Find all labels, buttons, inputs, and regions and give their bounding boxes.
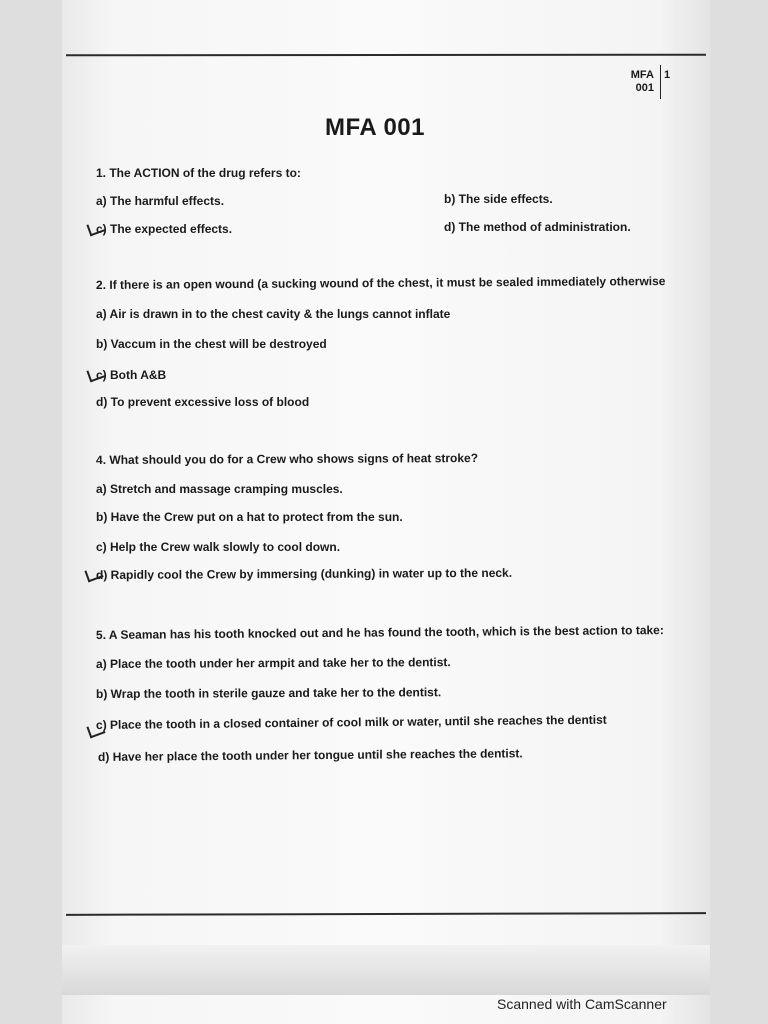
page-title: MFA 001 bbox=[325, 114, 425, 141]
question-1-option-a: a) The harmful effects. bbox=[96, 194, 225, 208]
header-page-number: 1 bbox=[664, 69, 671, 81]
question-5-option-a: a) Place the tooth under her armpit and take her to the dentist. bbox=[95, 655, 451, 671]
question-4-option-a: a) Stretch and massage cramping muscles. bbox=[96, 482, 343, 496]
question-2-text: 2. If there is an open wound (a sucking wound of the chest, it must be sealed immediately otherwise bbox=[95, 274, 666, 292]
question-2-option-b: b) Vaccum in the chest will be destroyed bbox=[96, 337, 327, 351]
question-1-option-b: b) The side effects. bbox=[444, 192, 553, 206]
question-1-option-d: d) The method of administration. bbox=[444, 220, 631, 234]
header-separator bbox=[660, 65, 661, 99]
question-1-text: 1. The ACTION of the drug refers to: bbox=[96, 166, 301, 180]
question-4-option-d: d) Rapidly cool the Crew by immersing (dunking) in water up to the neck. bbox=[95, 565, 513, 582]
question-4-option-b: b) Have the Crew put on a hat to protect from the sun. bbox=[96, 510, 403, 524]
header-course-code: MFA 001 bbox=[630, 69, 654, 94]
question-5-option-c: c) Place the tooth in a closed container of cool milk or water, until she reaches the dentist bbox=[95, 712, 607, 732]
question-1-option-c: c) The expected effects. bbox=[96, 222, 233, 236]
question-2-option-c: c) Both A&B bbox=[96, 368, 167, 382]
question-2-option-d: d) To prevent excessive loss of blood bbox=[96, 395, 310, 409]
page-bottom-edge bbox=[62, 945, 710, 995]
question-5-text: 5. A Seaman has his tooth knocked out and he has found the tooth, which is the best action to take: bbox=[95, 623, 664, 642]
question-5-option-d: d) Have her place the tooth under her tongue until she reaches the dentist. bbox=[97, 746, 523, 764]
question-4-text: 4. What should you do for a Crew who shows signs of heat stroke? bbox=[95, 450, 479, 467]
question-5-option-b: b) Wrap the tooth in sterile gauze and take her to the dentist. bbox=[95, 685, 442, 701]
scanner-watermark: Scanned with CamScanner bbox=[497, 996, 667, 1012]
question-2-option-a: a) Air is drawn in to the chest cavity & the lungs cannot inflate bbox=[96, 307, 451, 321]
question-4-option-c: c) Help the Crew walk slowly to cool down. bbox=[96, 540, 341, 554]
